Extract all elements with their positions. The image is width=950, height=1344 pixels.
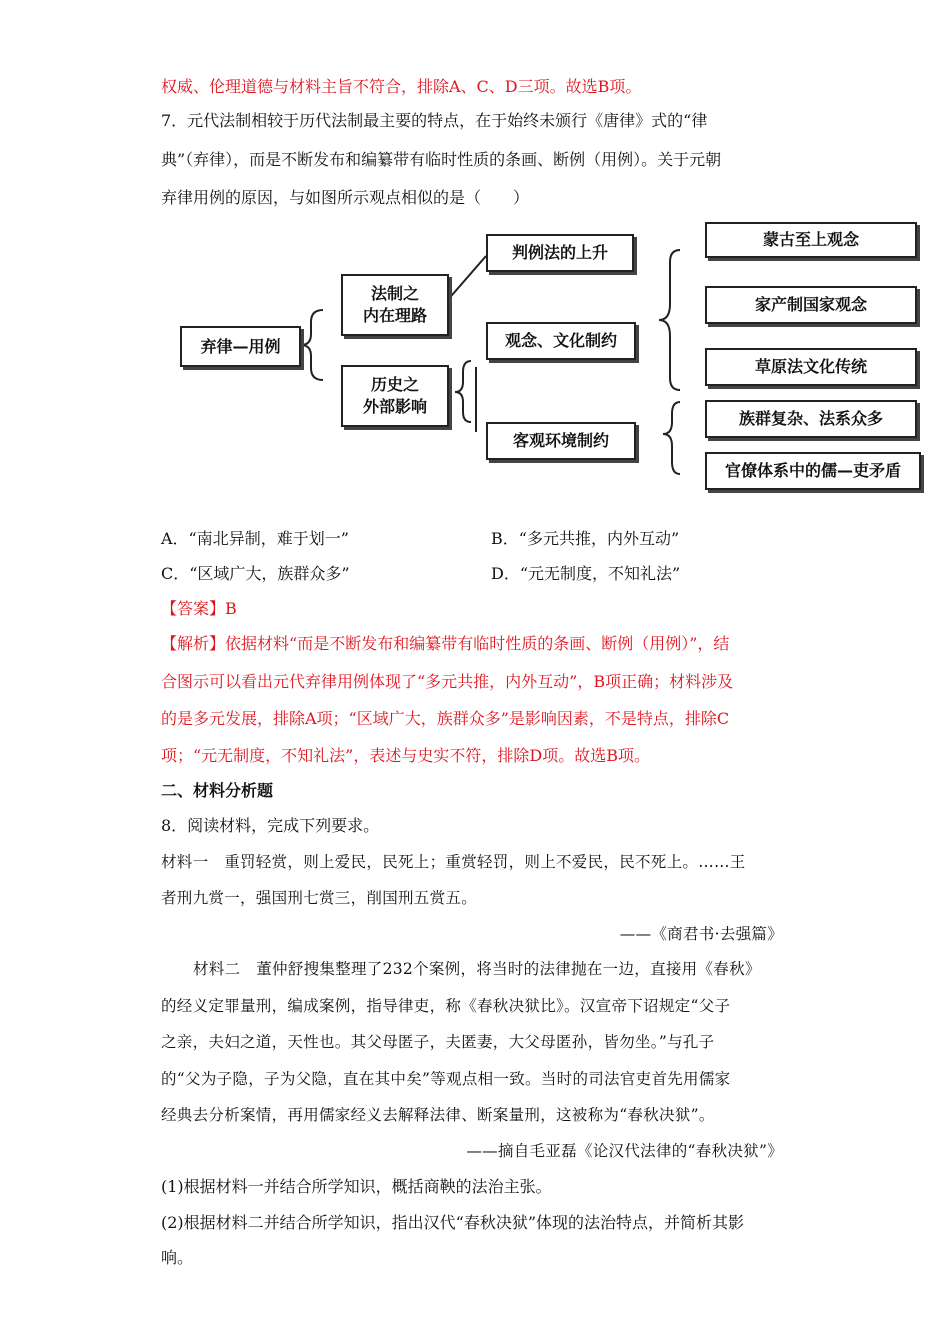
ethnic-diversity-box — [705, 400, 917, 438]
analysis-line4: 项；“元无制度，不知礼法”，表述与史实不符，排除D项。故选B项。 — [161, 746, 650, 765]
q7-diagram — [175, 222, 925, 497]
section2-title: 二、材料分析题 — [161, 781, 274, 800]
mongol-supremacy-label: 蒙古至上观念 — [762, 230, 859, 249]
sub-question-2-line1: (2)根据材料二并结合所学知识，指出汉代“春秋决狱”体现的法治特点，并简析其影 — [161, 1213, 745, 1232]
patrimonial-state-label: 家产制国家观念 — [754, 295, 867, 314]
q7-stem-line3: 弃律用例的原因，与如图所示观点相似的是（ ） — [161, 188, 530, 207]
material1-source: ——《商君书·去强篇》 — [619, 925, 783, 943]
root-brace — [301, 310, 323, 380]
material2-line2: 的经义定罪量刑，编成案例，指导律吏，称《春秋决狱比》。汉宣帝下诏规定“父子 — [161, 997, 731, 1015]
steppe-law-label: 草原法文化传统 — [754, 357, 867, 376]
environment-constraint-label: 客观环境制约 — [512, 431, 609, 450]
material1-line2: 者刑九赏一，强国刑七赏三，削国刑五赏五。 — [161, 889, 478, 907]
mid-box-external — [341, 365, 449, 427]
option-c: C．“区域广大，族群众多” — [161, 564, 350, 583]
right-brace-bottom — [663, 402, 680, 474]
analysis-line1 — [161, 633, 801, 655]
material2-source: ——摘自毛亚磊《论汉代法律的“春秋决狱”》 — [466, 1142, 783, 1160]
confucian-clerk-box — [705, 452, 921, 490]
mongol-supremacy-box — [705, 222, 917, 258]
mid-box-external-line1: 历史之 — [370, 375, 419, 394]
analysis-line2: 合图示可以看出元代弃律用例体现了“多元共推，内外互动”，B项正确；材料涉及 — [161, 672, 734, 691]
case-law-label: 判例法的上升 — [511, 243, 608, 262]
culture-constraint-label: 观念、文化制约 — [504, 331, 617, 350]
environment-constraint-box — [486, 422, 636, 460]
q8-intro: 8．阅读材料，完成下列要求。 — [161, 816, 380, 835]
culture-constraint-box — [486, 322, 636, 360]
option-d: D．“元无制度，不知礼法” — [491, 564, 681, 583]
mid-box-internal-line2: 内在理路 — [362, 306, 427, 325]
mid-box-external-line2: 外部影响 — [362, 397, 427, 416]
material2-line1: 材料二 董仲舒搜集整理了232个案例，将当时的法律抛在一边，直接用《春秋》 — [193, 960, 761, 978]
answer-label: 【答案】 — [161, 599, 226, 618]
connector-line — [446, 256, 486, 302]
q7-stem-line2: 典”（弃律），而是不断发布和编纂带有临时性质的条画、断例（用例）。关于元朝 — [161, 150, 722, 169]
analysis-label: 【解析】 — [161, 634, 226, 653]
material2-line5: 经典去分析案情，再用儒家经义去解释法律、断案量刑，这被称为“春秋决狱”。 — [161, 1106, 715, 1124]
steppe-law-box — [705, 348, 917, 386]
analysis-text1: 依据材料“而是不断发布和编纂带有临时性质的条画、断例（用例）”，结 — [225, 634, 730, 653]
option-b: B．“多元共推，内外互动” — [491, 529, 680, 548]
case-law-box — [486, 234, 634, 272]
material2-line4: 的“父为子隐，子为父隐，直在其中矣”等观点相一致。当时的司法官吏首先用儒家 — [161, 1070, 731, 1088]
root-box — [180, 326, 301, 367]
answer-value: B — [225, 599, 237, 618]
ethnic-diversity-label: 族群复杂、法系众多 — [738, 409, 883, 428]
q7-stem-line1: 7．元代法制相较于历代法制最主要的特点，在于始终未颁行《唐律》式的“律 — [161, 111, 708, 130]
option-a: A．“南北异制，难于划一” — [161, 529, 349, 548]
right-brace-top — [659, 250, 680, 390]
sub-question-2-line2: 响。 — [161, 1248, 194, 1267]
sub-question-1: (1)根据材料一并结合所学知识，概括商鞅的法治主张。 — [161, 1177, 552, 1196]
mid-box-internal-line1: 法制之 — [370, 284, 419, 303]
mid2-brace — [455, 361, 471, 422]
material1-line1: 材料一 重罚轻赏，则上爱民，民死上；重赏轻罚，则上不爱民，民不死上。……王 — [161, 853, 746, 871]
previous-analysis-tail: 权威、伦理道德与材料主旨不符合，排除A、C、D三项。故选B项。 — [161, 77, 642, 96]
material2-line3: 之亲，夫妇之道，天性也。其父母匿子，夫匿妻，大父母匿孙，皆勿坐。”与孔子 — [161, 1033, 715, 1051]
answer-line — [161, 598, 801, 620]
analysis-line3: 的是多元发展，排除A项；“区域广大，族群众多”是影响因素，不是特点，排除C — [161, 709, 730, 728]
root-label: 弃律—用例 — [200, 336, 281, 356]
confucian-clerk-label: 官僚体系中的儒—吏矛盾 — [724, 461, 901, 480]
patrimonial-state-box — [705, 286, 917, 324]
mid-box-internal — [341, 274, 449, 336]
